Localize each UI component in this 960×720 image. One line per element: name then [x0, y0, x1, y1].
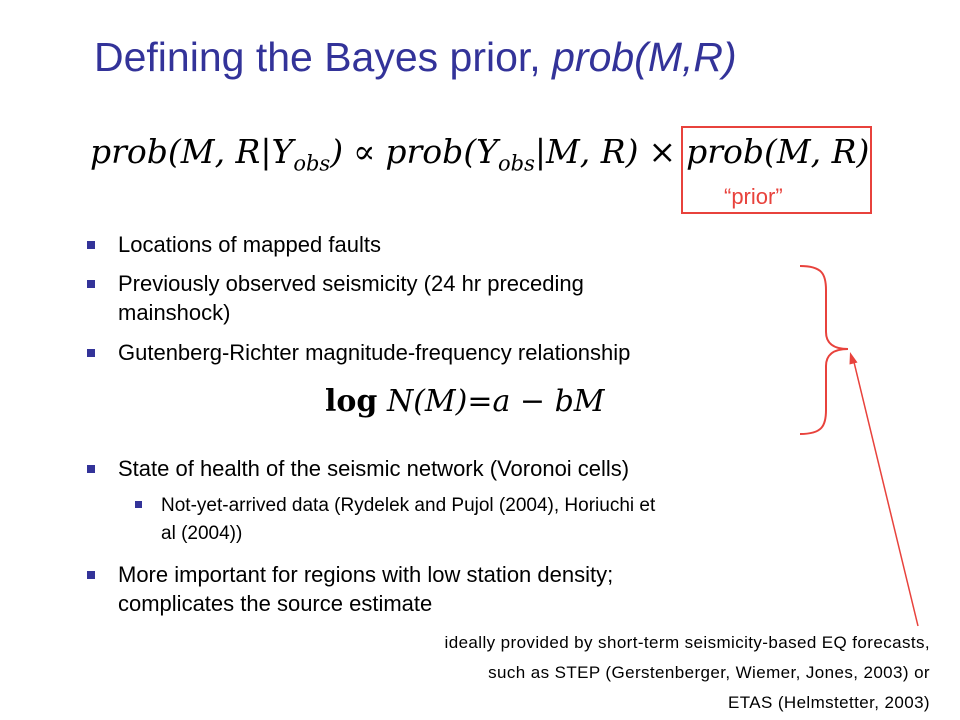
- bullet-text: More important for regions with low station density;: [118, 562, 614, 587]
- gr-log: log: [325, 384, 378, 419]
- eq-mid-sub: obs: [497, 151, 535, 176]
- bullet-text: State of health of the seismic network (Voronoi cells): [118, 456, 630, 481]
- gr-rhs: a − bM: [492, 384, 605, 419]
- arrow-head-icon: [850, 352, 858, 365]
- note-line-2: such as STEP (Gerstenberger, Wiemer, Jones, 2003) or: [488, 663, 930, 682]
- eq-mid-open: (Y: [463, 132, 498, 171]
- bullet-text: Gutenberg-Richter magnitude-frequency relationship: [118, 340, 631, 365]
- eq-mid-prob: prob: [385, 132, 464, 171]
- prior-label: “prior”: [724, 184, 783, 209]
- bullet-text: mainshock): [118, 300, 231, 325]
- eq-rhs-prior: prob(M, R): [686, 132, 870, 171]
- gr-lhs: N(M): [386, 384, 468, 419]
- note-line-3: ETAS (Helmstetter, 2003): [727, 693, 930, 712]
- eq-lhs-close: ): [330, 132, 344, 171]
- sub-bullet-text: al (2004)): [161, 523, 243, 544]
- curly-brace-icon: [800, 266, 848, 434]
- bullet-text: complicates the source estimate: [118, 591, 433, 616]
- eq-lhs-args: (M, R|Y: [167, 132, 294, 171]
- note-line-1: ideally provided by short-term seismicity-based EQ forecasts,: [444, 633, 930, 652]
- arrow-line: [853, 358, 918, 626]
- eq-mid-args: |M, R): [534, 132, 639, 171]
- sub-bullet-text: Not-yet-arrived data (Rydelek and Pujol (2004), Horiuchi et: [161, 495, 656, 516]
- title-text: Defining the Bayes prior,: [94, 34, 541, 80]
- eq-proportional: ∝: [353, 132, 376, 171]
- eq-times: ×: [648, 132, 677, 171]
- bullet-text: Locations of mapped faults: [118, 232, 381, 257]
- title-italic-term: prob(M,R): [552, 34, 737, 80]
- eq-lhs-sub: obs: [293, 151, 331, 176]
- bullet-text: Previously observed seismicity (24 hr preceding: [118, 271, 584, 296]
- gr-equals: =: [467, 384, 493, 419]
- eq-lhs-prob: prob: [90, 132, 168, 171]
